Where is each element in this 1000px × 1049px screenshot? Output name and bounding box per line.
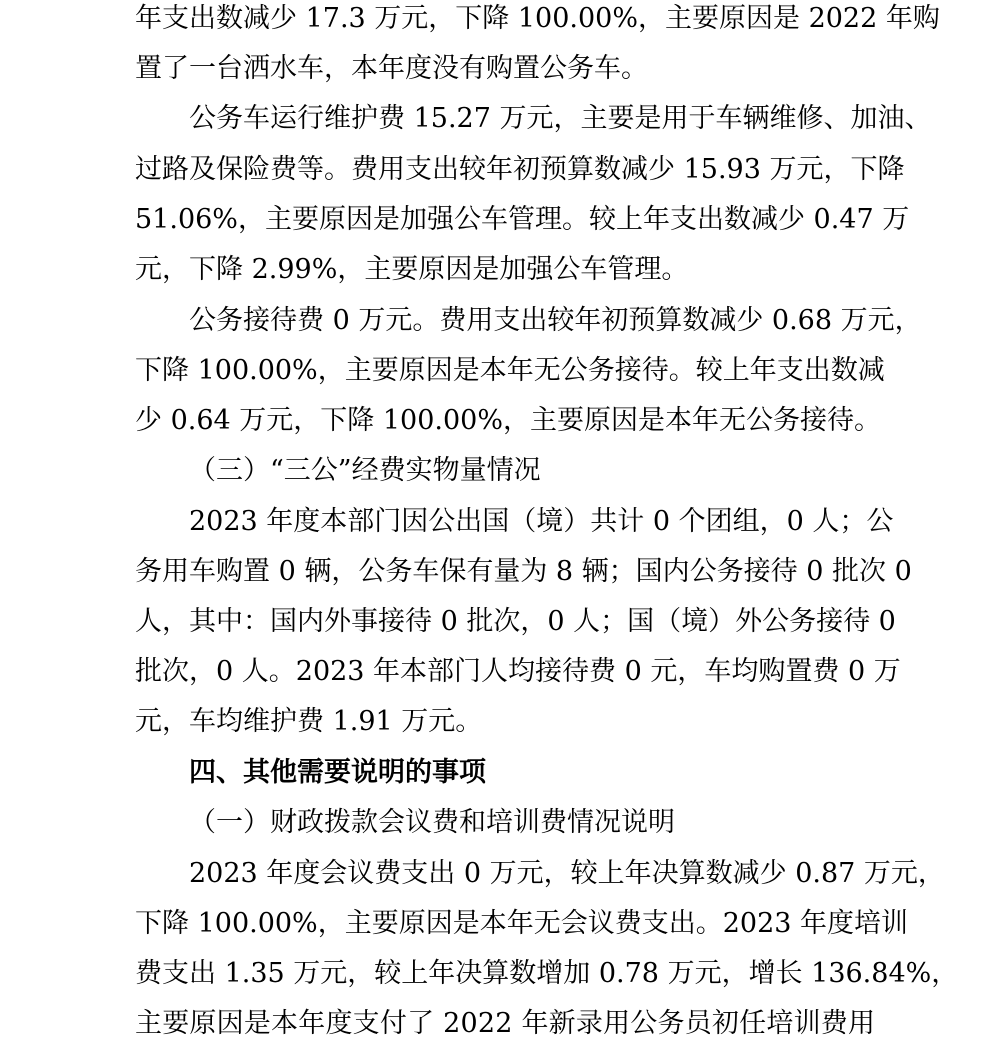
text-line: 置了一台洒水车，本年度没有购置公务车。	[135, 53, 648, 84]
text-line: 少 0.64 万元，下降 100.00%，主要原因是本年无公务接待。	[135, 405, 881, 436]
section-heading: （三）“三公”经费实物量情况	[189, 455, 541, 486]
text-line: 公务车运行维护费 15.27 万元，主要是用于车辆维修、加油、	[189, 103, 932, 134]
text-line: 务用车购置 0 辆，公务车保有量为 8 辆；国内公务接待 0 批次 0	[135, 556, 912, 587]
text-line: 费支出 1.35 万元，较上年决算数增加 0.78 万元，增长 136.84%，	[135, 958, 959, 989]
text-line: 下降 100.00%，主要原因是本年无会议费支出。2023 年度培训	[135, 908, 909, 939]
text-line: 过路及保险费等。费用支出较年初预算数减少 15.93 万元，下降	[135, 154, 905, 185]
section-heading: （一）财政拨款会议费和培训费情况说明	[189, 807, 675, 838]
text-line: 批次，0 人。2023 年本部门人均接待费 0 元，车均购置费 0 万	[135, 656, 901, 687]
text-line: 下降 100.00%，主要原因是本年无公务接待。较上年支出数减	[135, 355, 885, 386]
text-line: 年支出数减少 17.3 万元，下降 100.00%，主要原因是 2022 年购	[135, 3, 940, 34]
text-line: 人，其中：国内外事接待 0 批次，0 人；国（境）外公务接待 0	[135, 606, 896, 637]
chapter-heading: 四、其他需要说明的事项	[189, 757, 486, 788]
text-line: 2023 年度本部门因公出国（境）共计 0 个团组，0 人；公	[189, 506, 894, 537]
text-line: 51.06%，主要原因是加强公车管理。较上年支出数减少 0.47 万	[135, 204, 910, 235]
text-line: 主要原因是本年度支付了 2022 年新录用公务员初任培训费用	[135, 1008, 876, 1039]
text-line: 2023 年度会议费支出 0 万元，较上年决算数减少 0.87 万元，	[189, 858, 945, 889]
text-line: 元，下降 2.99%，主要原因是加强公车管理。	[135, 254, 689, 285]
text-line: 元，车均维护费 1.91 万元。	[135, 706, 483, 737]
text-line: 公务接待费 0 万元。费用支出较年初预算数减少 0.68 万元，	[189, 305, 922, 336]
